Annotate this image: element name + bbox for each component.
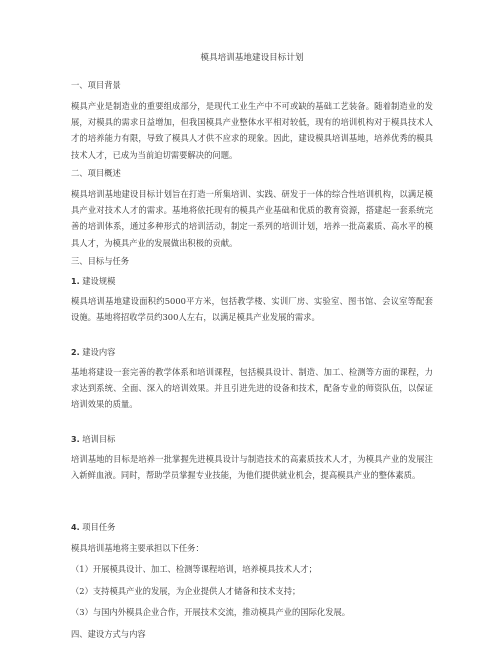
subsection-heading-tasks [71,521,115,534]
subsection-paragraph-objectives: 培训基地的目标是培养一批掌握先进模具设计与制造技术的高素质技术人才，为模具产业的发展注入新鲜血液。同时，帮助学员掌握专业技能，为他们提供就业机会，提高模具产业的整体素质。 [71,454,433,481]
subsection-paragraph-scale: 模具培训基地建设面积约5000平方米，包括教学楼、实训厂房、实验室、图书馆、会议室等配套设施。基地将招收学员约300人左右，以满足模具产业发展的需求。 [71,296,433,323]
task-item: （2）支持模具产业的发展，为企业提供人才储备和技术支持； [71,586,301,596]
subsection-title: 建设内容 [82,347,116,357]
subsection-heading-objectives [71,433,115,446]
section-heading-construction: 四、建设方式与内容 [71,629,146,639]
task-item: （1）开展模具设计、加工、检测等课程培训，培养模具技术人才； [71,564,317,574]
subsection-number: 4. [71,523,80,532]
subsection-paragraph-content: 基地将建设一套完善的教学体系和培训课程，包括模具设计、制造、加工、检测等方面的课程，力求达到系统、全面、深入的培训效果。并且引进先进的设备和技术，配备专业的师资队伍，以保证培训效果的质量。 [71,367,433,410]
subsection-title: 项目任务 [82,522,116,532]
document-title: 模具培训基地建设目标计划 [200,53,304,63]
task-item: （3）与国内外模具企业合作，开展技术交流，推动模具产业的国际化发展。 [71,607,351,617]
subsection-number: 1. [71,277,80,286]
section-paragraph-background: 模具产业是制造业的重要组成部分，是现代工业生产中不可或缺的基础工艺装备。随着制造业的发展，对模具的需求日益增加，但我国模具产业整体水平相对较低，现有的培训机构对于模具技术人才的培养能力有限，导致了模具人才供不应求的现象。因此，建设模具培训基地，培养优秀的模具技术人才，已成为当前迫切需要解决的问题。 [71,101,433,160]
subsection-title: 培训目标 [82,434,116,444]
subsection-heading-scale [71,275,115,288]
section-heading-goals: 三、目标与任务 [71,256,130,266]
section-heading-overview: 二、项目概述 [71,168,121,178]
section-heading-background: 一、项目背景 [71,80,121,90]
subsection-number: 3. [71,435,80,444]
subsection-title: 建设规模 [82,276,116,286]
subsection-heading-content [71,346,115,359]
tasks-intro: 模具培训基地将主要承担以下任务： [71,543,204,553]
subsection-number: 2. [71,348,80,357]
section-paragraph-overview: 模具培训基地建设目标计划旨在打造一所集培训、实践、研发于一体的综合性培训机构，以满足模具产业对技术人才的需求。基地将依托现有的模具产业基础和优质的教育资源，搭建起一套系统完善的培训体系，通过多种形式的培训活动，制定一系列的培训计划，培养一批高素质、高水平的模具人才，为模具产业的发展做出积极的贡献。 [71,189,433,248]
